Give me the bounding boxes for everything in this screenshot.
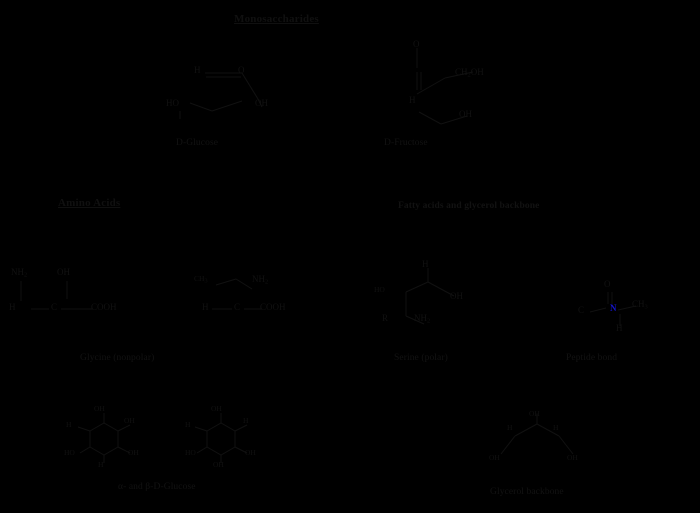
structure-fructose-open (395, 38, 545, 148)
atom-label-h-beta-left: H (185, 420, 191, 429)
atom-label-ho-serine: HO (374, 285, 385, 294)
atom-label-h-serine: H (422, 259, 429, 269)
structure-glycerol (475, 410, 605, 480)
atom-label-r-serine: R (382, 313, 389, 323)
caption-glycerol: Glycerol backbone (490, 487, 564, 497)
caption-glycine-alanine: Glycine (nonpolar) (80, 353, 155, 363)
glycerol-skeleton (475, 410, 605, 480)
atom-label-oh-beta-top: OH (211, 404, 222, 413)
atom-label-c-peptide: C (578, 305, 585, 315)
atom-label-ho-beta: HO (185, 448, 196, 457)
atom-label-h-beta-right: H (243, 416, 249, 425)
atom-label-ho-alpha: HO (64, 448, 75, 457)
structure-alpha-glucopyranose (60, 405, 160, 475)
atom-label-h-alanine: H (202, 302, 209, 312)
atom-label-cooh-glycine: COOH (91, 302, 117, 312)
atom-label-o: O (238, 65, 245, 75)
atom-label-cooh-alanine: COOH (260, 302, 286, 312)
atom-label-oh-beta-bottom-right: OH (245, 448, 256, 457)
caption-glucose: D-Glucose (176, 138, 219, 148)
beta-ring-skeleton (185, 405, 285, 475)
caption-ring-pair: α- and β-D-Glucose (118, 482, 196, 492)
atom-label-oh-glycerol-left: OH (489, 453, 500, 462)
atom-label-n-peptide: N (610, 303, 617, 313)
atom-label-oh-glycerol-top: OH (529, 409, 540, 418)
section-title-amino-acids: Amino Acids (58, 197, 121, 209)
atom-label-h: H (194, 65, 201, 75)
atom-label-oh: OH (255, 98, 268, 108)
atom-label-h-alpha-bottom: H (98, 460, 104, 469)
atom-label-ho: HO (166, 98, 179, 108)
atom-label-h-glycine: H (9, 302, 16, 312)
atom-label-o-fructose: O (413, 39, 420, 49)
atom-label-oh-alpha-bottom-right: OH (128, 448, 139, 457)
atom-label-oh-beta-bottom: OH (213, 460, 224, 469)
atom-label-nh2-alanine: $NH_2$ (252, 274, 269, 286)
structure-glucose-open (150, 55, 310, 155)
atom-label-h-glycerol-left: H (507, 423, 513, 432)
atom-label-c-alanine: C (234, 302, 241, 312)
atom-label-h-peptide: H (616, 323, 623, 333)
atom-label-h-glycerol-right: H (553, 423, 559, 432)
section-title-monosaccharides: Monosaccharides (234, 13, 319, 25)
serine-skeleton (370, 258, 510, 343)
atom-label-o-peptide: O (604, 279, 611, 289)
atom-label-oh-fructose: OH (459, 109, 472, 119)
section-title-fatty-acids: Fatty acids and glycerol backbone (398, 201, 540, 211)
atom-label-ch3-alanine: $CH_3$ (194, 274, 208, 285)
atom-label-ch3-peptide: $CH_3$ (632, 299, 648, 311)
structure-serine (370, 258, 510, 343)
structure-beta-glucopyranose (185, 405, 285, 475)
alpha-ring-skeleton (60, 405, 160, 475)
atom-label-oh-glycine: OH (57, 267, 70, 277)
atom-label-ch2oh-fructose: $CH_2OH$ (455, 67, 484, 79)
atom-label-c-glycine: C (51, 302, 58, 312)
atom-label-oh-glycerol-right: OH (567, 453, 578, 462)
atom-label-h-fructose: H (409, 95, 416, 105)
atom-label-nh2-glycine: $NH_2$ (11, 267, 28, 279)
structure-alanine (192, 265, 312, 335)
atom-label-oh-alpha-right: OH (124, 416, 135, 425)
atom-label-oh-serine: OH (450, 291, 463, 301)
atom-label-oh-alpha-top: OH (94, 404, 105, 413)
peptide-skeleton (570, 278, 695, 348)
caption-peptide: Peptide bond (566, 353, 618, 363)
atom-label-nh2-serine: $NH_2$ (414, 313, 431, 325)
caption-serine: Serine (polar) (394, 353, 448, 363)
structure-glycine (5, 265, 135, 335)
structure-peptide-bond (570, 278, 695, 348)
fructose-skeleton (395, 38, 545, 148)
caption-fructose: D-Fructose (384, 138, 428, 148)
atom-label-h-alpha-left: H (66, 420, 72, 429)
